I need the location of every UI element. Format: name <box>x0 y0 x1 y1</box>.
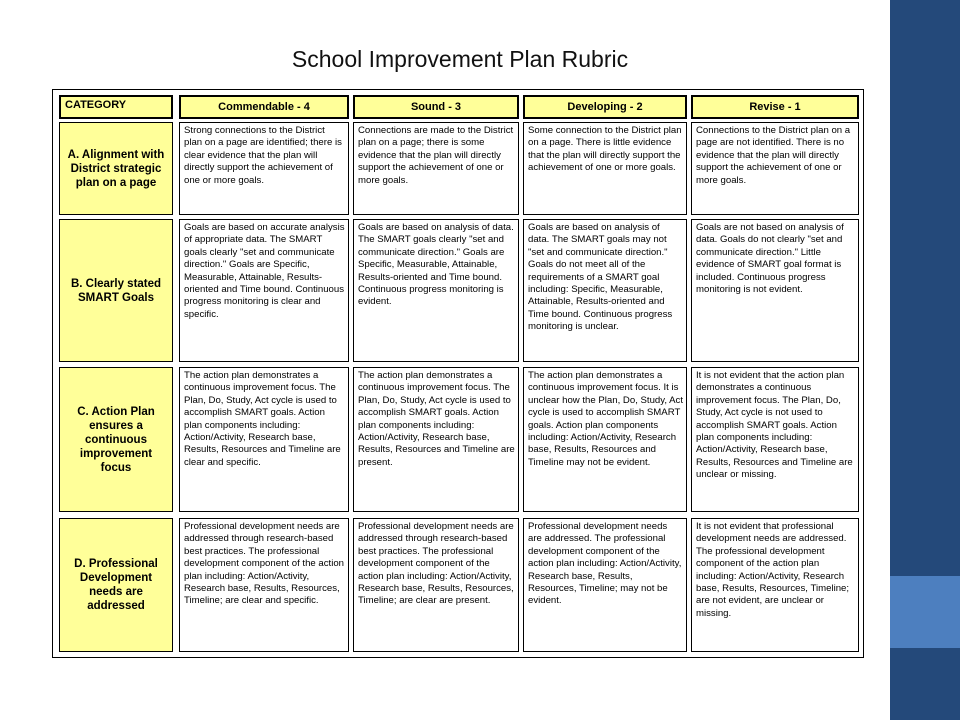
row-c-sound: The action plan demonstrates a continuous improvement focus. The Plan, Do, Study, Act cycle is used to accomplish SMART goals. Action plan components including: Action/Activity, Research base, Results, Resources and Timeline are present. <box>353 367 519 512</box>
row-d-commendable: Professional development needs are addressed through research-based best practices. The professional development component of the action plan including: Action/Activity, Research base, Results, Resources, Timeline; are clear and specific. <box>179 518 349 652</box>
row-d-developing: Professional development needs are addressed. The professional development component of the action plan including: Action/Activity, Research base, Results, Resources, Timeline; may not be evident. <box>523 518 687 652</box>
row-b-commendable: Goals are based on accurate analysis of appropriate data. The SMART goals clearly "set and communicate direction." Goals are Specific, Measurable, Attainable, Results-oriented and Time bound. Continuous progress monitoring is clear and specific. <box>179 219 349 362</box>
header-commendable: Commendable - 4 <box>179 95 349 119</box>
header-sound: Sound - 3 <box>353 95 519 119</box>
row-c-developing: The action plan demonstrates a continuous improvement focus. It is unclear how the Plan, Do, Study, Act cycle is used to accomplish SMART goals. Action plan components including: Action/Activity, Research base, Results, Resources and Timeline may not be evident. <box>523 367 687 512</box>
category-d: D. Professional Development needs are addressed <box>59 518 173 652</box>
category-a: A. Alignment with District strategic plan on a page <box>59 122 173 215</box>
row-b-revise: Goals are not based on analysis of data. Goals do not clearly "set and communicate direction." Little evidence of SMART goal format is included. Continuous progress monitoring is not evident. <box>691 219 859 362</box>
row-b-developing: Goals are based on analysis of data. The SMART goals may not "set and communicate direction." Goals do not meet all of the requirements of a SMART goal including: Specific, Measurable, Attainable, Results-oriented and Time bound. Continuous progress monitoring is unclear. <box>523 219 687 362</box>
row-a-commendable: Strong connections to the District plan on a page are identified; there is clear evidence that the plan will directly support the achievement of one or more goals. <box>179 122 349 215</box>
category-c: C. Action Plan ensures a continuous improvement focus <box>59 367 173 512</box>
row-d-revise: It is not evident that professional development needs are addressed. The professional development component of the action plan including: Action/Activity, Research base, Results, Resources, Timeline; are not evident, are unclear or missing. <box>691 518 859 652</box>
header-developing: Developing - 2 <box>523 95 687 119</box>
row-a-revise: Connections to the District plan on a page are not identified. There is no evidence that the plan will directly support the achievement of one or more goals. <box>691 122 859 215</box>
rubric-table <box>52 89 864 658</box>
row-a-developing: Some connection to the District plan on a page. There is little evidence that the plan will directly support the achievement of one or more goals. <box>523 122 687 215</box>
row-c-commendable: The action plan demonstrates a continuous improvement focus. The Plan, Do, Study, Act cycle is used to accomplish SMART goals. Action plan components including: Action/Activity, Research base, Results, Resources and Timeline are clear and specific. <box>179 367 349 512</box>
row-a-sound: Connections are made to the District plan on a page; there is some evidence that the plan will directly support the achievement of one or more goals. <box>353 122 519 215</box>
header-revise: Revise - 1 <box>691 95 859 119</box>
slide-title-text: School Improvement Plan Rubric <box>291 46 629 72</box>
header-category: CATEGORY <box>59 95 173 119</box>
row-b-sound: Goals are based on analysis of data. The SMART goals clearly "set and communicate direction." Goals are Specific, Measurable, Attainable, Results-oriented and Time bound. Continuous progress monitoring is evident. <box>353 219 519 362</box>
slide-title <box>0 46 960 73</box>
slide-side-bar-accent <box>890 576 960 648</box>
row-c-revise: It is not evident that the action plan demonstrates a continuous improvement focus. The Plan, Do, Study, Act cycle is not used to accomplish SMART goals. Action plan components including: Action/Activity, Research base, Results, Resources and Timeline are unclear or missing. <box>691 367 859 512</box>
row-d-sound: Professional development needs are addressed through research-based best practices. The professional development component of the action plan including: Action/Activity, Research base, Results, Resources, Timeline; are clear are present. <box>353 518 519 652</box>
category-b: B. Clearly stated SMART Goals <box>59 219 173 362</box>
